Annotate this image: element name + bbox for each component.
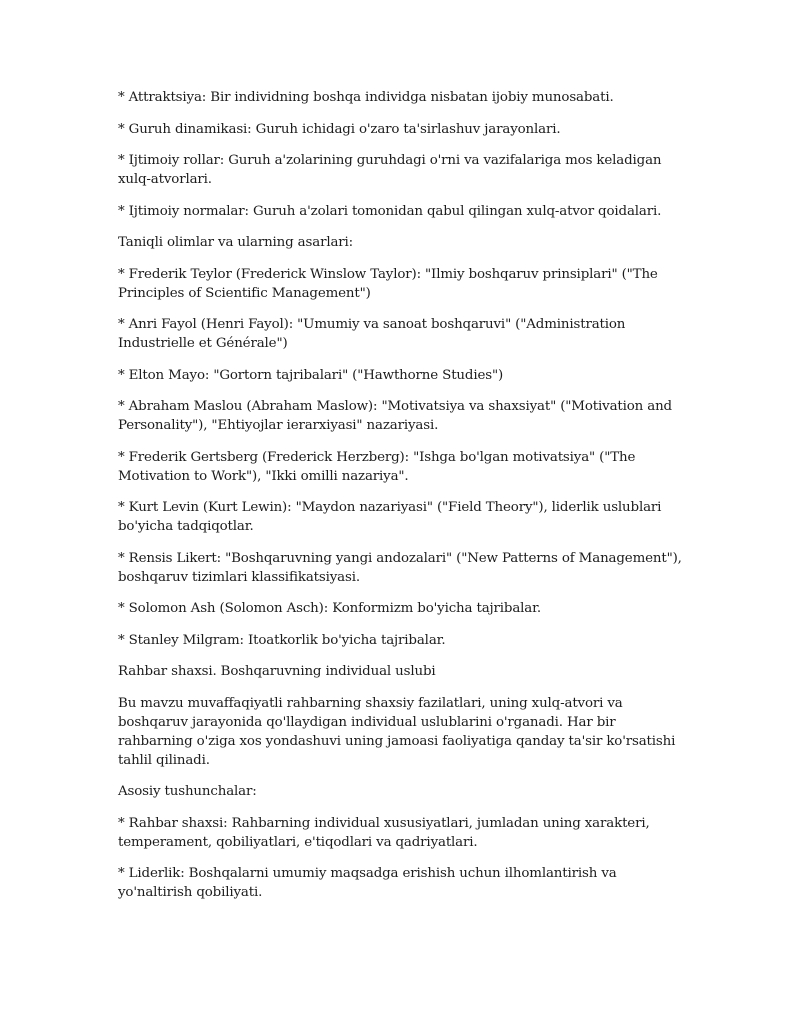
section-heading-scholars: Taniqli olimlar va ularning asarlari: [118, 235, 354, 250]
list-item-rahbar-shaxsi: * Rahbar shaxsi: Rahbarning individual xususiyatlari, jumladan uning xarakteri, temperament, qobiliyatlari, e'tiqodlari va qadriyatlari. [118, 815, 650, 850]
list-item-lewin: * Kurt Levin (Kurt Lewin): "Maydon nazariyasi" ("Field Theory"), liderlik uslublari bo'yicha tadqiqotlar. [118, 500, 662, 534]
list-item-milgram: * Stanley Milgram: Itoatkorlik bo'yicha tajribalar. [118, 632, 446, 648]
list-item-liderlik: * Liderlik: Boshqalarni umumiy maqsadga erishish uchun ilhomlantirish va yo'naltirish qobiliyati. [118, 866, 617, 900]
list-item-asch: * Solomon Ash (Solomon Asch): Konformizm bo'yicha tajribalar. [118, 601, 542, 616]
section-heading-leader: Rahbar shaxsi. Boshqaruvning individual uslubi [118, 664, 436, 679]
list-item-maslow: * Abraham Maslou (Abraham Maslow): "Motivatsiya va shaxsiyat" ("Motivation and Personality"), "Ehtiyojlar ierarxiyasi" nazariyasi. [118, 399, 672, 433]
body-paragraph-leader: Bu mavzu muvaffaqiyatli rahbarning shaxsiy fazilatlari, uning xulq-atvori va boshqaruv jarayonida qo'llaydigan individual uslublarini o'rganadi. Har bir rahbarning o'ziga xos yondashuvi uning jamoasi faoliyatiga qanday ta'sir ko'rsatishi tahlil qilinadi. [118, 695, 676, 768]
list-item-attraktsiya: * Attraktsiya: Bir individning boshqa individga nisbatan ijobiy munosabati. [118, 90, 614, 105]
list-item-guruh-dinamikasi: * Guruh dinamikasi: Guruh ichidagi o'zaro ta'sirlashuv jarayonlari. [118, 121, 561, 137]
list-item-fayol: * Anri Fayol (Henri Fayol): "Umumiy va sanoat boshqaruvi" ("Administration Industrielle et Générale") [118, 317, 626, 351]
list-item-ijtimoiy-rollar: * Ijtimoiy rollar: Guruh a'zolarining guruhdagi o'rni va vazifalariga mos keladigan xulq-atvorlari. [118, 153, 662, 187]
list-item-likert: * Rensis Likert: "Boshqaruvning yangi andozalari" ("New Patterns of Management"), boshqaruv tizimlari klassifikatsiyasi. [118, 550, 682, 585]
document-body [118, 88, 690, 915]
list-item-mayo: * Elton Mayo: "Gortorn tajribalari" ("Hawthorne Studies") [118, 367, 504, 383]
list-item-taylor: * Frederik Teylor (Frederick Winslow Taylor): "Ilmiy boshqaruv prinsiplari" ("The Principles of Scientific Management") [118, 266, 658, 301]
section-heading-concepts: Asosiy tushunchalar: [118, 784, 257, 799]
list-item-ijtimoiy-normalar: * Ijtimoiy normalar: Guruh a'zolari tomonidan qabul qilingan xulq-atvor qoidalari. [118, 203, 662, 219]
list-item-herzberg: * Frederik Gertsberg (Frederick Herzberg): "Ishga bo'lgan motivatsiya" ("The Motivation to Work"), "Ikki omilli nazariya". [118, 449, 636, 484]
